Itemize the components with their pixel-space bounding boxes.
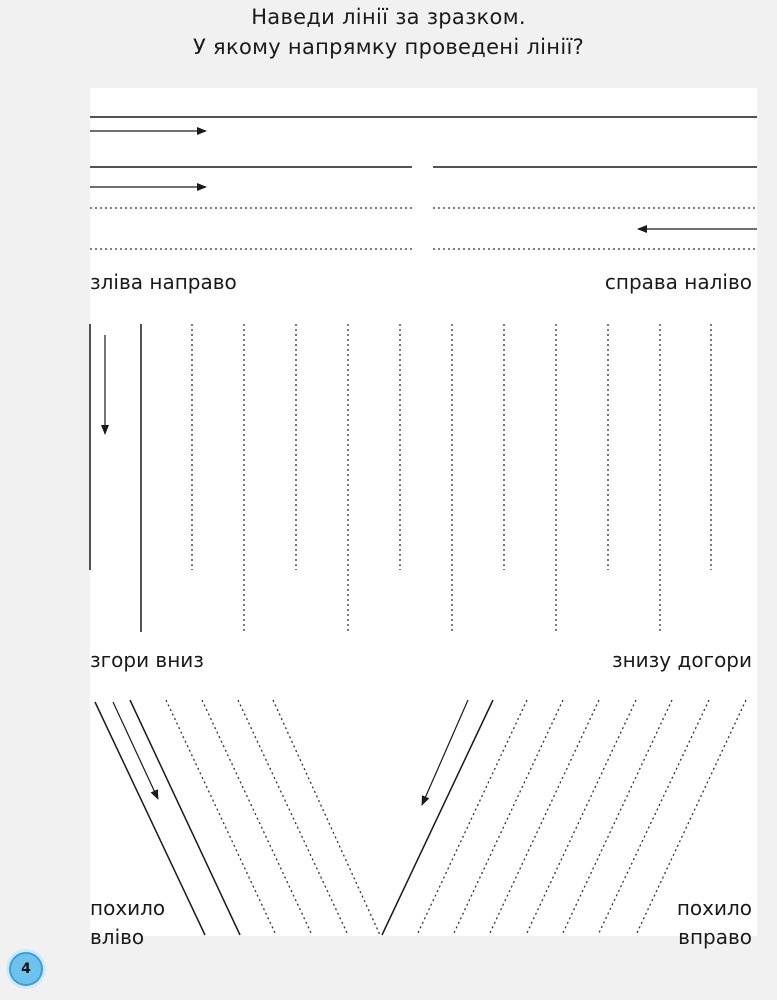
dotted-trace-line: [238, 700, 348, 935]
dotted-trace-line: [202, 700, 312, 935]
dotted-trace-line: [526, 700, 636, 935]
diagonal-lines-section: [95, 700, 746, 935]
dotted-trace-line: [166, 700, 276, 935]
label-slant-left-line1: похило: [90, 896, 166, 920]
dotted-trace-line: [273, 700, 380, 935]
dotted-trace-line: [417, 700, 527, 935]
dotted-diagonal-trace-lines: [166, 700, 746, 935]
label-slant-left-line2: вліво: [90, 925, 145, 949]
label-slant-right-line2: вправо: [678, 925, 752, 949]
page-number-badge: 4: [9, 952, 43, 986]
dotted-trace-line: [562, 700, 672, 935]
instruction-title: Наведи лінії за зразком.: [251, 5, 526, 29]
instruction-question: У якому напрямку проведені лінії?: [192, 35, 585, 59]
label-top-down: згори вниз: [90, 648, 204, 672]
dotted-trace-line: [453, 700, 563, 935]
dotted-vertical-trace-lines: [192, 324, 711, 632]
label-left-to-right: зліва направо: [90, 270, 237, 294]
label-slant-right-line1: похило: [676, 896, 752, 920]
label-right-to-left: справа наліво: [604, 270, 752, 294]
sample-line-solid: [382, 700, 493, 935]
vertical-lines-section: [90, 324, 711, 632]
horizontal-lines-section: [90, 117, 757, 249]
arrow-down-right-icon: [113, 702, 158, 799]
arrow-down-left-icon: [422, 700, 468, 805]
dotted-trace-line: [489, 700, 599, 935]
label-bottom-up: знизу догори: [611, 648, 752, 672]
